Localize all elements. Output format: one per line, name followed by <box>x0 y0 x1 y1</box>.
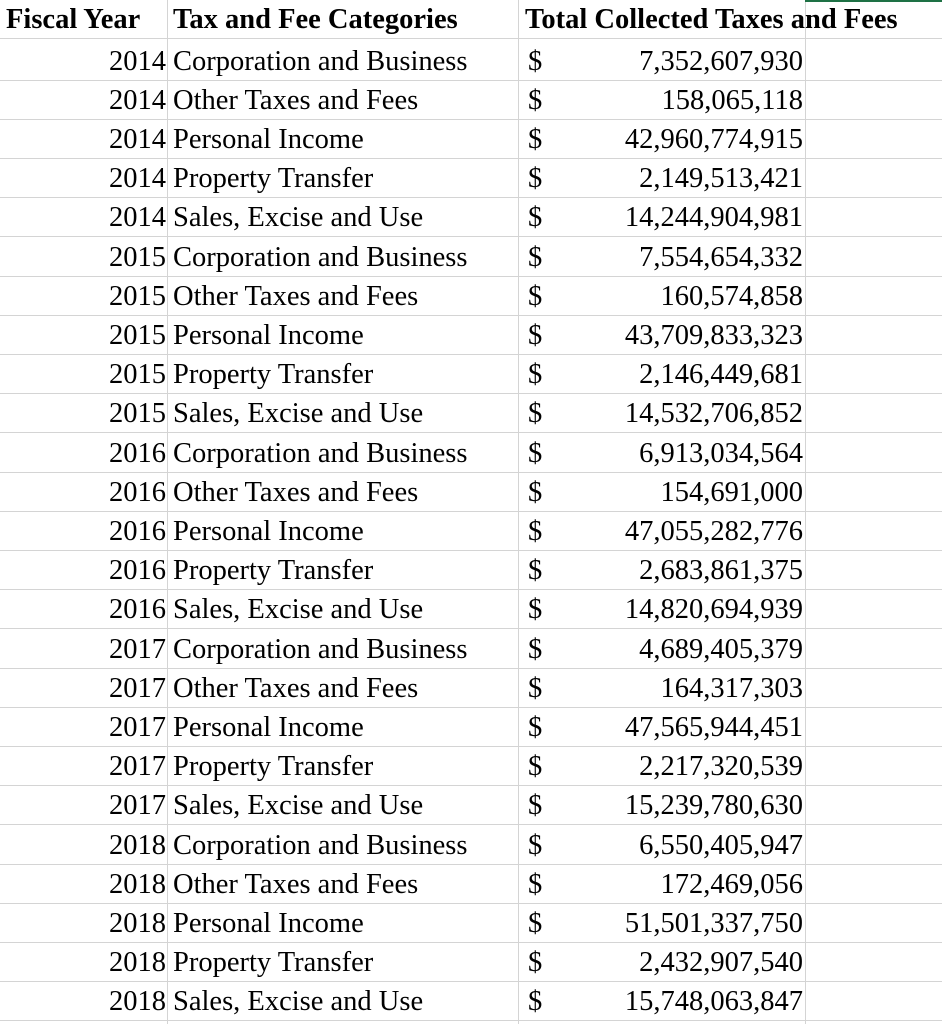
cell-fiscal-year[interactable]: 2015 <box>109 359 166 391</box>
cell-currency-symbol[interactable]: $ <box>528 45 543 77</box>
cell-currency-symbol[interactable]: $ <box>528 163 543 195</box>
cell-amount[interactable]: 154,691,000 <box>660 476 803 508</box>
table-row <box>0 42 942 81</box>
cell-category[interactable]: Personal Income <box>173 515 364 547</box>
cell-fiscal-year[interactable]: 2017 <box>109 672 166 704</box>
cell-amount[interactable]: 7,554,654,332 <box>639 241 803 273</box>
cell-fiscal-year[interactable]: 2016 <box>109 594 166 626</box>
cell-amount[interactable]: 2,149,513,421 <box>639 163 803 195</box>
cell-fiscal-year[interactable]: 2015 <box>109 280 166 312</box>
cell-amount[interactable]: 47,565,944,451 <box>624 711 803 743</box>
cell-amount[interactable]: 7,352,607,930 <box>639 45 803 77</box>
cell-fiscal-year[interactable]: 2016 <box>109 437 166 469</box>
cell-currency-symbol[interactable]: $ <box>528 594 543 626</box>
table-row <box>0 238 942 277</box>
cell-currency-symbol[interactable]: $ <box>528 241 543 273</box>
table-row <box>0 669 942 708</box>
cell-currency-symbol[interactable]: $ <box>528 359 543 391</box>
cell-category[interactable]: Corporation and Business <box>173 241 468 273</box>
table-row <box>0 81 942 120</box>
cell-currency-symbol[interactable]: $ <box>528 84 543 116</box>
cell-category[interactable]: Sales, Excise and Use <box>173 986 424 1018</box>
cell-currency-symbol[interactable]: $ <box>528 907 543 939</box>
cell-fiscal-year[interactable]: 2018 <box>109 868 166 900</box>
cell-currency-symbol[interactable]: $ <box>528 986 543 1018</box>
cell-fiscal-year[interactable]: 2014 <box>109 163 166 195</box>
cell-category[interactable]: Personal Income <box>173 319 364 351</box>
cell-currency-symbol[interactable]: $ <box>528 672 543 704</box>
table-row <box>0 826 942 865</box>
cell-amount[interactable]: 172,469,056 <box>660 868 803 900</box>
cell-amount[interactable]: 47,055,282,776 <box>624 515 803 547</box>
cell-amount[interactable]: 14,820,694,939 <box>624 594 803 626</box>
table-row <box>0 747 942 786</box>
cell-amount[interactable]: 42,960,774,915 <box>624 123 803 155</box>
cell-fiscal-year[interactable]: 2017 <box>109 790 166 822</box>
table-row <box>0 120 942 159</box>
header-category[interactable]: Tax and Fee Categories <box>173 4 458 35</box>
cell-category[interactable]: Sales, Excise and Use <box>173 202 424 234</box>
cell-fiscal-year[interactable]: 2016 <box>109 476 166 508</box>
cell-amount[interactable]: 6,550,405,947 <box>639 829 803 861</box>
cell-fiscal-year[interactable]: 2015 <box>109 241 166 273</box>
table-row <box>0 512 942 551</box>
cell-category[interactable]: Corporation and Business <box>173 633 468 665</box>
cell-category[interactable]: Other Taxes and Fees <box>173 84 419 116</box>
cell-category[interactable]: Property Transfer <box>173 163 374 195</box>
cell-fiscal-year[interactable]: 2014 <box>109 123 166 155</box>
cell-fiscal-year[interactable]: 2018 <box>109 986 166 1018</box>
cell-amount[interactable]: 51,501,337,750 <box>624 907 803 939</box>
table-row <box>0 982 942 1021</box>
cell-currency-symbol[interactable]: $ <box>528 123 543 155</box>
cell-category[interactable]: Other Taxes and Fees <box>173 280 419 312</box>
cell-currency-symbol[interactable]: $ <box>528 829 543 861</box>
cell-fiscal-year[interactable]: 2014 <box>109 45 166 77</box>
cell-fiscal-year[interactable]: 2016 <box>109 515 166 547</box>
cell-category[interactable]: Other Taxes and Fees <box>173 868 419 900</box>
cell-category[interactable]: Property Transfer <box>173 947 374 979</box>
cell-currency-symbol[interactable]: $ <box>528 398 543 430</box>
cell-currency-symbol[interactable]: $ <box>528 319 543 351</box>
cell-fiscal-year[interactable]: 2017 <box>109 711 166 743</box>
cell-amount[interactable]: 6,913,034,564 <box>639 437 803 469</box>
cell-category[interactable]: Property Transfer <box>173 751 374 783</box>
cell-fiscal-year[interactable]: 2018 <box>109 829 166 861</box>
table-row <box>0 473 942 512</box>
table-row <box>0 786 942 825</box>
table-row <box>0 159 942 198</box>
cell-category[interactable]: Sales, Excise and Use <box>173 398 424 430</box>
cell-category[interactable]: Corporation and Business <box>173 829 468 861</box>
table-row <box>0 434 942 473</box>
cell-fiscal-year[interactable]: 2017 <box>109 633 166 665</box>
table-row <box>0 277 942 316</box>
cell-amount[interactable]: 4,689,405,379 <box>639 633 803 665</box>
cell-currency-symbol[interactable]: $ <box>528 437 543 469</box>
cell-currency-symbol[interactable]: $ <box>528 515 543 547</box>
cell-fiscal-year[interactable]: 2018 <box>109 907 166 939</box>
cell-amount[interactable]: 158,065,118 <box>661 84 803 116</box>
cell-currency-symbol[interactable]: $ <box>528 947 543 979</box>
cell-category[interactable]: Other Taxes and Fees <box>173 476 419 508</box>
cell-currency-symbol[interactable]: $ <box>528 555 543 587</box>
cell-category[interactable]: Property Transfer <box>173 359 374 391</box>
table-row <box>0 630 942 669</box>
cell-category[interactable]: Corporation and Business <box>173 45 468 77</box>
cell-amount[interactable]: 160,574,858 <box>660 280 803 312</box>
cell-amount[interactable]: 15,748,063,847 <box>624 986 803 1018</box>
table-row <box>0 198 942 237</box>
table-row <box>0 904 942 943</box>
table-row <box>0 708 942 747</box>
cell-category[interactable]: Personal Income <box>173 907 364 939</box>
cell-amount[interactable]: 15,239,780,630 <box>624 790 803 822</box>
cell-currency-symbol[interactable]: $ <box>528 790 543 822</box>
table-row <box>0 394 942 433</box>
header-total-collected[interactable]: Total Collected Taxes and Fees <box>525 4 898 35</box>
cell-currency-symbol[interactable]: $ <box>528 476 543 508</box>
cell-fiscal-year[interactable]: 2014 <box>109 202 166 234</box>
cell-category[interactable]: Sales, Excise and Use <box>173 790 424 822</box>
cell-fiscal-year[interactable]: 2015 <box>109 398 166 430</box>
cell-currency-symbol[interactable]: $ <box>528 711 543 743</box>
table-row <box>0 590 942 629</box>
cell-fiscal-year[interactable]: 2018 <box>109 947 166 979</box>
cell-currency-symbol[interactable]: $ <box>528 633 543 665</box>
cell-fiscal-year[interactable]: 2015 <box>109 319 166 351</box>
header-fiscal-year[interactable]: Fiscal Year <box>6 4 141 35</box>
cell-amount[interactable]: 14,244,904,981 <box>624 202 803 234</box>
cell-category[interactable]: Personal Income <box>173 711 364 743</box>
header-row <box>0 0 942 39</box>
cell-amount[interactable]: 43,709,833,323 <box>624 319 803 351</box>
cell-fiscal-year[interactable]: 2017 <box>109 751 166 783</box>
cell-category[interactable]: Property Transfer <box>173 555 374 587</box>
cell-fiscal-year[interactable]: 2016 <box>109 555 166 587</box>
cell-currency-symbol[interactable]: $ <box>528 868 543 900</box>
table-row <box>0 355 942 394</box>
cell-category[interactable]: Sales, Excise and Use <box>173 594 424 626</box>
cell-category[interactable]: Personal Income <box>173 123 364 155</box>
cell-category[interactable]: Corporation and Business <box>173 437 468 469</box>
cell-amount[interactable]: 2,146,449,681 <box>639 359 803 391</box>
cell-amount[interactable]: 2,683,861,375 <box>639 555 803 587</box>
table-row <box>0 551 942 590</box>
cell-fiscal-year[interactable]: 2014 <box>109 84 166 116</box>
cell-amount[interactable]: 14,532,706,852 <box>624 398 803 430</box>
cell-category[interactable]: Other Taxes and Fees <box>173 672 419 704</box>
cell-currency-symbol[interactable]: $ <box>528 751 543 783</box>
table-row <box>0 943 942 982</box>
cell-amount[interactable]: 2,432,907,540 <box>639 947 803 979</box>
cell-amount[interactable]: 2,217,320,539 <box>639 751 803 783</box>
cell-amount[interactable]: 164,317,303 <box>660 672 803 704</box>
table-row <box>0 865 942 904</box>
cell-currency-symbol[interactable]: $ <box>528 202 543 234</box>
table-row <box>0 316 942 355</box>
cell-currency-symbol[interactable]: $ <box>528 280 543 312</box>
